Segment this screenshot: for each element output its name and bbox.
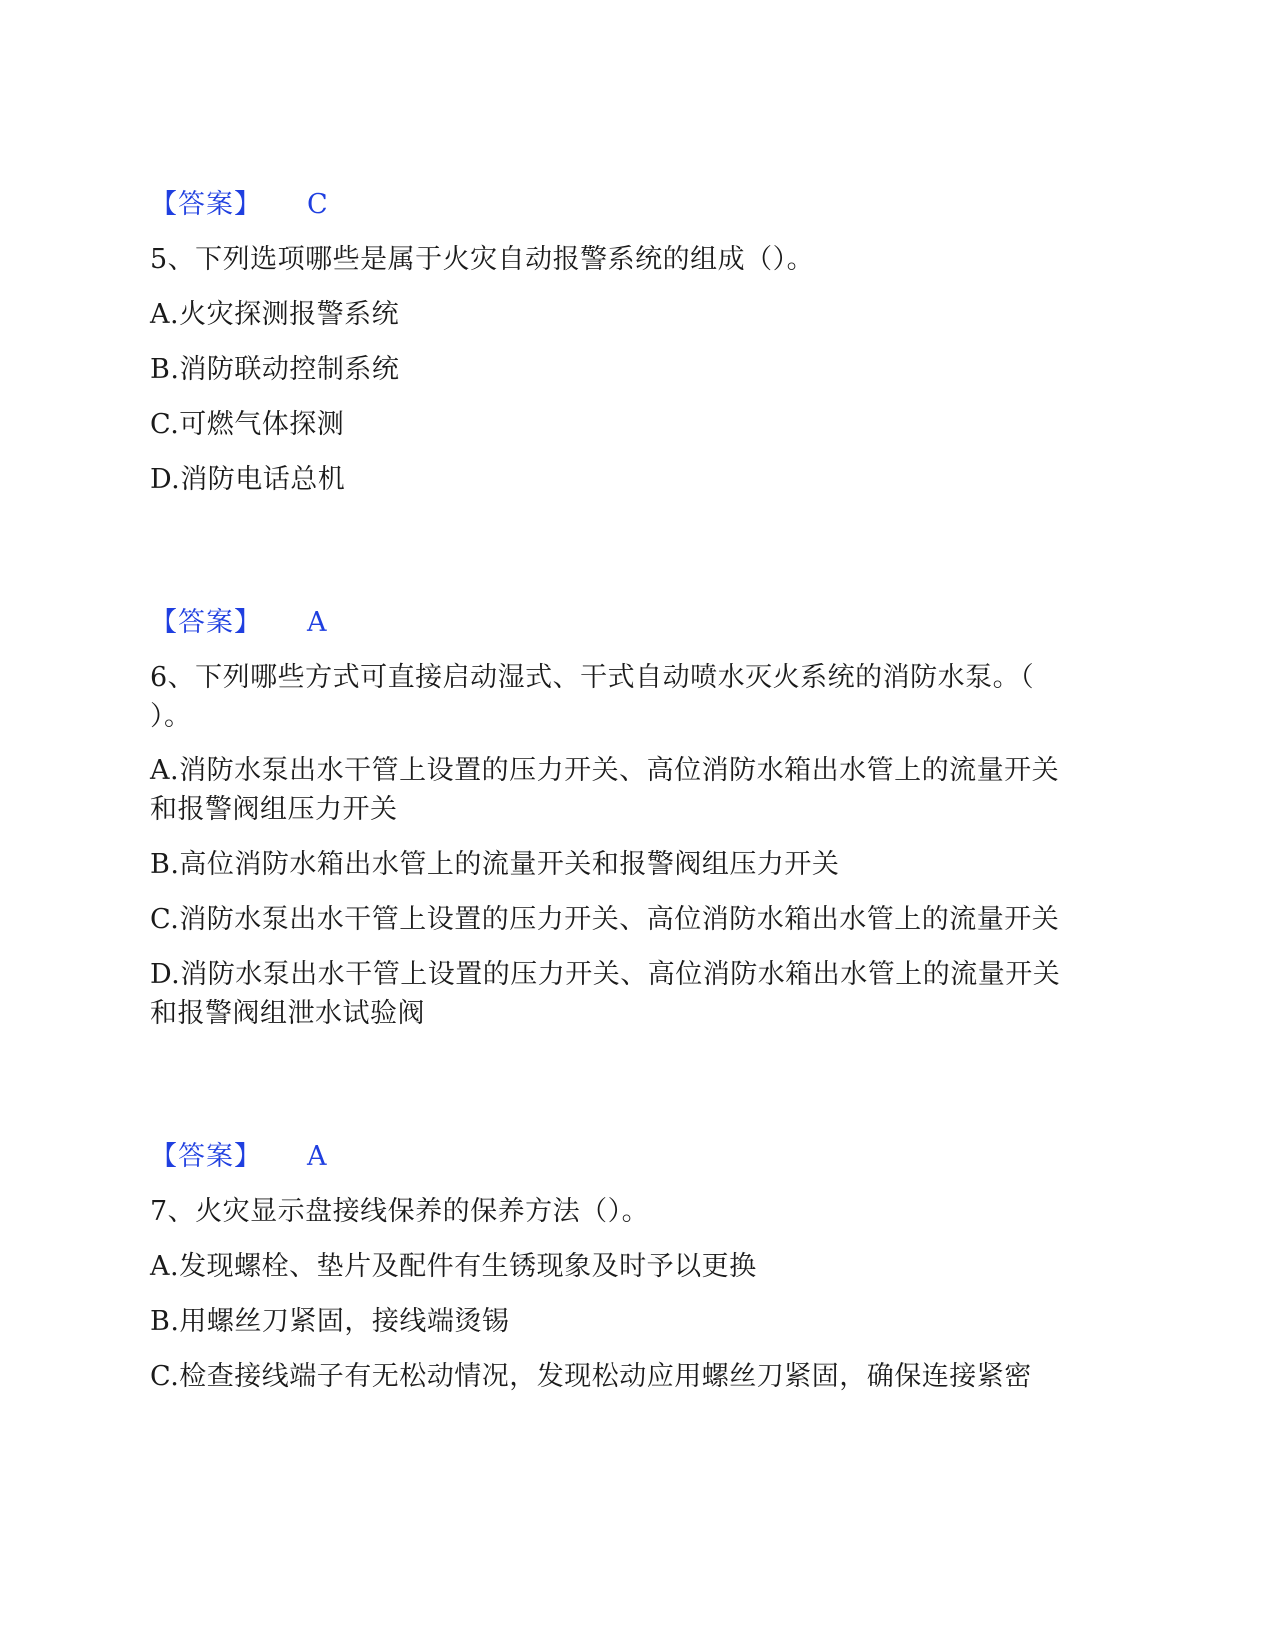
answer-line-q5 (150, 603, 327, 643)
answer-label: 【答案】 (150, 1141, 262, 1172)
answer-value: A (307, 607, 327, 638)
question-7-option-b: B.用螺丝刀紧固，接线端烫锡 (150, 1306, 510, 1337)
question-6-option-a-line-2: 和报警阀组压力开关 (150, 794, 398, 825)
answer-label: 【答案】 (150, 189, 262, 220)
answer-line-q4 (150, 185, 329, 225)
question-6-option-b: B.高位消防水箱出水管上的流量开关和报警阀组压力开关 (150, 849, 840, 880)
question-7-option-a: A.发现螺栓、垫片及配件有生锈现象及时予以更换 (150, 1251, 757, 1282)
answer-value: A (307, 1141, 327, 1172)
question-5-option-c: C.可燃气体探测 (150, 409, 345, 440)
question-6-option-d-line-1: D.消防水泵出水干管上设置的压力开关、高位消防水箱出水管上的流量开关 (150, 959, 1061, 990)
question-6-option-c: C.消防水泵出水干管上设置的压力开关、高位消防水箱出水管上的流量开关 (150, 904, 1060, 935)
question-6-stem-line-1: 6、下列哪些方式可直接启动湿式、干式自动喷水灭火系统的消防水泵。（ (150, 662, 1035, 693)
question-6-stem-line-2: ）。 (150, 701, 192, 732)
answer-label: 【答案】 (150, 607, 262, 638)
question-6-option-d-line-2: 和报警阀组泄水试验阀 (150, 998, 425, 1029)
question-5-option-b: B.消防联动控制系统 (150, 354, 400, 385)
question-6-option-a-line-1: A.消防水泵出水干管上设置的压力开关、高位消防水箱出水管上的流量开关 (150, 755, 1060, 786)
question-7-stem: 7、火灾显示盘接线保养的保养方法（）。 (150, 1196, 650, 1227)
answer-line-q6 (150, 1137, 327, 1177)
question-5-option-d: D.消防电话总机 (150, 464, 346, 495)
question-5-option-a: A.火灾探测报警系统 (150, 299, 400, 330)
answer-value: C (307, 189, 329, 220)
question-5-stem: 5、下列选项哪些是属于火灾自动报警系统的组成（）。 (150, 244, 815, 275)
question-7-option-c: C.检查接线端子有无松动情况，发现松动应用螺丝刀紧固，确保连接紧密 (150, 1361, 1032, 1392)
